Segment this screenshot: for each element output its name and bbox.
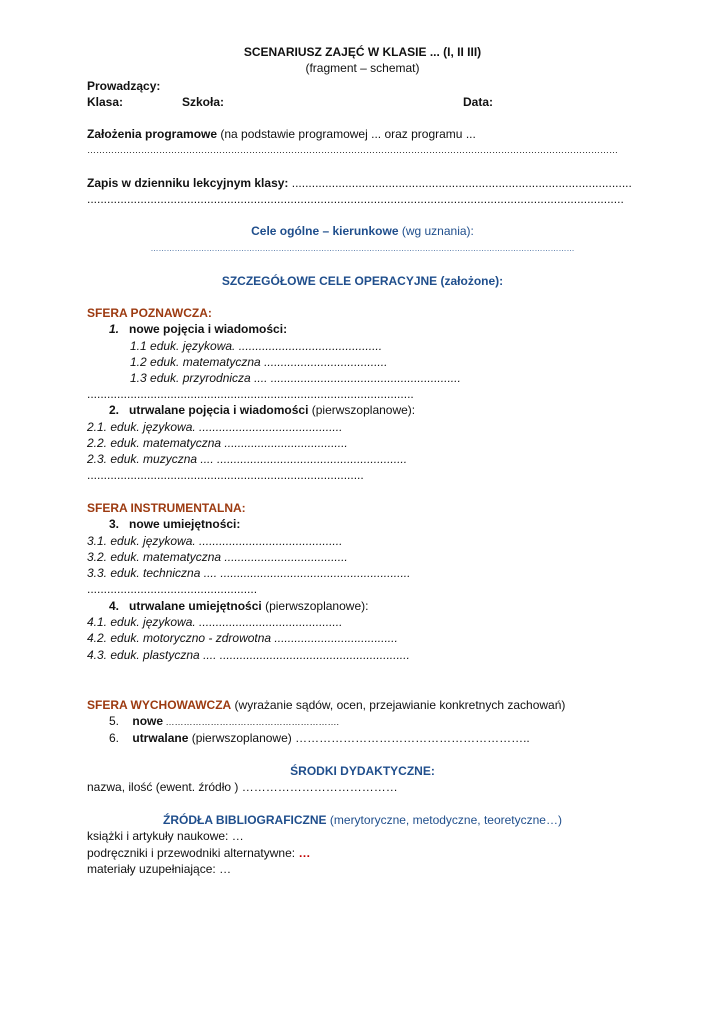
srodki-title: ŚRODKI DYDAKTYCZNE: [290,764,435,778]
instrumentalna-sub-4-2: 4.2. eduk. motoryczno - zdrowotna ..................................... [87,631,398,645]
cele-ogolne-dots: …………………………………………………………………………………………………………………………………………… [150,244,575,253]
poznawcza-sub-1-2: 1.2 eduk. matematyczna ..................................... [130,355,388,369]
zrodla-line-2-text: podręczniki i przewodniki alternatywne: [87,846,299,860]
zrodla-line-2 [87,845,310,861]
wychowawcza-item-5 [109,713,339,730]
item-6-label: utrwalane [132,731,189,745]
item-5-number: 5. [109,714,120,728]
zrodla-title: ŹRÓDŁA BIBLIOGRAFICZNE [163,813,327,827]
cele-ogolne-note: (wg uznania): [398,224,474,238]
prowadzacy-label: Prowadzący: [87,79,161,93]
szczegolowe-heading [0,273,725,289]
sfera-instrumentalna-title: SFERA INSTRUMENTALNA: [87,501,246,515]
zalozenia-label: Założenia programowe [87,127,218,141]
instrumentalna-item-4 [109,598,368,614]
zrodla-heading [0,812,725,828]
item-3-number: 3. [109,517,120,531]
poznawcza-line-1: .................................................................................................. [87,387,414,401]
zrodla-line-2-dots: … [298,846,311,860]
item-2-number: 2. [109,403,120,417]
item-4-number: 4. [109,599,120,613]
item-4-note: (pierwszoplanowe): [261,599,369,613]
zapis-line [87,175,632,191]
szczegolowe-note: (założone): [437,274,504,288]
poznawcza-item-1 [109,321,287,337]
item-1-label: nowe pojęcia i wiadomości: [129,322,288,336]
poznawcza-item-2 [109,402,415,418]
item-2-label: utrwalane pojęcia i wiadomości [129,403,309,417]
item-3-label: nowe umiejętności: [129,517,241,531]
instrumentalna-item-3 [109,516,240,532]
srodki-text: nazwa, ilość (ewent. źródło ) ………………………………… [87,780,398,794]
instrumentalna-sub-4-1: 4.1. eduk. językowa. ........................................... [87,615,343,629]
sfera-wychowawcza-title: SFERA WYCHOWAWCZA [87,698,232,712]
wychowawcza-item-6 [109,730,530,746]
zalozenia-line [87,126,476,142]
item-5-label: nowe [132,714,164,728]
cele-ogolne-heading [0,223,725,239]
zrodla-note: (merytoryczne, metodyczne, teoretyczne…) [326,813,562,827]
cele-ogolne-label: Cele ogólne – kierunkowe [251,224,399,238]
zalozenia-text: (na podstawie programowej ... oraz programu ... [217,127,476,141]
item-2-note: (pierwszoplanowe): [308,403,416,417]
instrumentalna-sub-4-3: 4.3. eduk. plastyczna .... ......................................................... [87,648,410,662]
data-label: Data: [463,95,494,109]
zrodla-line-3: materiały uzupełniające: … [87,862,232,876]
poznawcza-sub-1-1: 1.1 eduk. językowa. ........................................... [130,339,383,353]
item-5-dots: …………………………………………………. [163,717,340,727]
zapis-dots-1: ...................................................................................................... [288,176,632,190]
poznawcza-line-2: ................................................................................... [87,468,364,482]
item-4-label: utrwalane umiejętności [129,599,262,613]
instrumentalna-sub-3-3: 3.3. eduk. techniczna .... ......................................................... [87,566,411,580]
zrodla-line-1: książki i artykuły naukowe: … [87,829,244,843]
poznawcza-sub-2-2: 2.2. eduk. matematyczna ..................................... [87,436,348,450]
sfera-wychowawcza-note: (wyrażanie sądów, ocen, przejawianie konkretnych zachowań) [231,698,566,712]
szczegolowe-label: SZCZEGÓŁOWE CELE OPERACYJNE [221,274,438,288]
sfera-wychowawcza-heading [87,697,565,713]
instrumentalna-line: ................................................... [87,582,258,596]
poznawcza-sub-2-1: 2.1. eduk. językowa. ........................................... [87,420,343,434]
szkola-label: Szkoła: [182,95,225,109]
page-subtitle: (fragment – schemat) [305,61,420,75]
item-6-note: (pierwszoplanowe) ………………………………………………….. [188,731,530,745]
zapis-label: Zapis w dzienniku lekcyjnym klasy: [87,176,289,190]
zapis-dots-2: ................................................................................................................................................................. [87,192,624,206]
poznawcza-sub-2-3: 2.3. eduk. muzyczna .... ......................................................... [87,452,408,466]
page-title: SCENARIUSZ ZAJĘĆ W KLASIE ... (I, II III) [243,45,482,59]
zalozenia-dots: …………………………………………………………………………………………………………………………………………………………… [87,145,618,155]
item-6-number: 6. [109,731,120,745]
instrumentalna-sub-3-2: 3.2. eduk. matematyczna ..................................... [87,550,348,564]
instrumentalna-sub-3-1: 3.1. eduk. językowa. ........................................... [87,534,343,548]
item-1-number: 1. [109,322,120,336]
klasa-label: Klasa: [87,95,124,109]
sfera-poznawcza-title: SFERA POZNAWCZA: [87,306,212,320]
poznawcza-sub-1-3: 1.3 eduk. przyrodnicza .... ......................................................... [130,371,461,385]
